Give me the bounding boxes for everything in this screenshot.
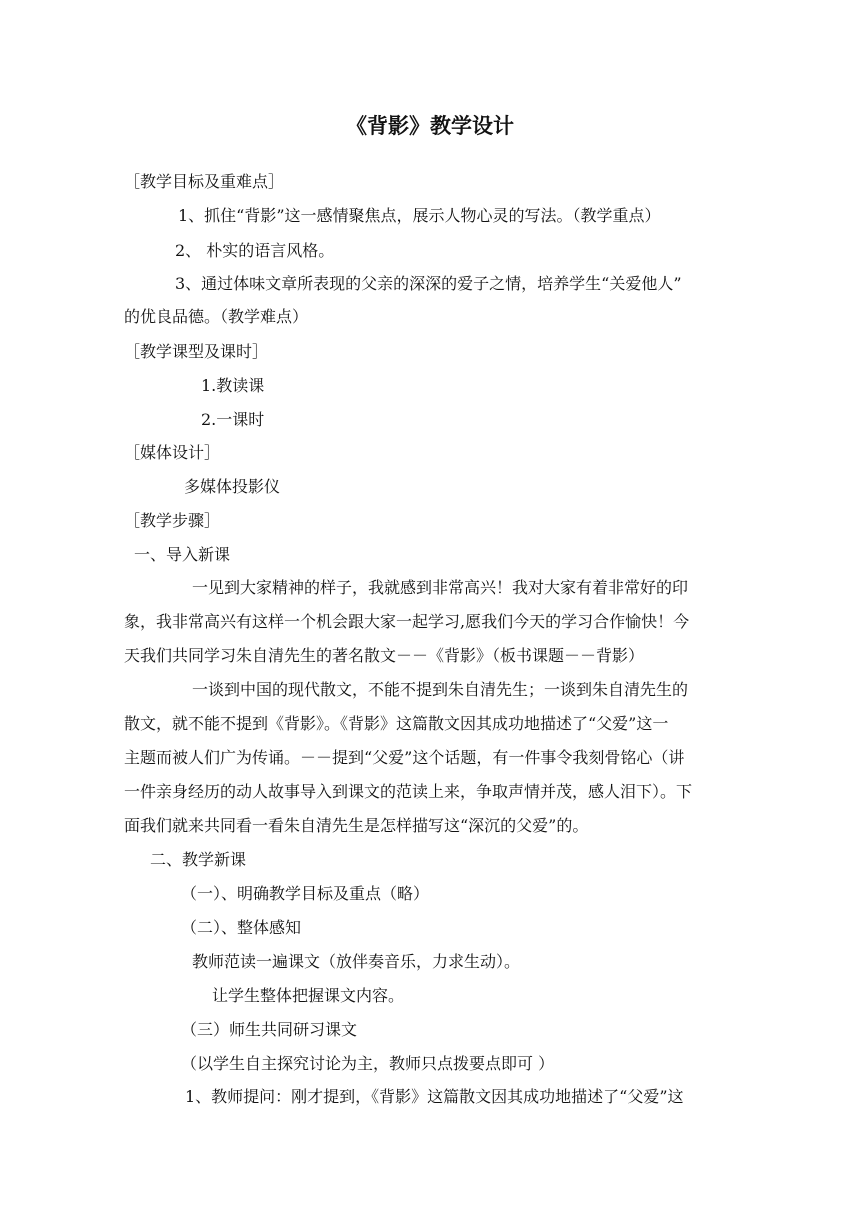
paragraph-line: 象，我非常高兴有这样一个机会跟大家一起学习,愿我们今天的学习合作愉快！今 [124, 612, 690, 631]
sub-step-detail: （以学生自主探究讨论为主，教师只点拨要点即可 ） [181, 1054, 555, 1073]
sub-step-detail: 让学生整体把握课文内容。 [212, 986, 405, 1005]
objective-item-continued: 的优良品德。（教学难点） [124, 307, 309, 326]
lesson-type-item: 2.一课时 [201, 410, 265, 429]
section-heading: ［教学步骤］ [124, 511, 221, 530]
sub-step: （二）、整体感知 [181, 918, 302, 937]
objective-item: 3、通过体味文章所表现的父亲的深深的爱子之情，培养学生“关爱他人” [175, 274, 682, 293]
step-heading: 一、导入新课 [134, 545, 231, 564]
sub-step-detail: 1、教师提问：刚才提到，《背影》这篇散文因其成功地描述了“父爱”这 [185, 1087, 684, 1106]
step-heading: 二、教学新课 [150, 850, 247, 869]
sub-step-detail: 教师范读一遍课文（放伴奏音乐，力求生动）。 [192, 952, 521, 971]
sub-step: （一）、明确教学目标及重点（略） [181, 884, 430, 903]
paragraph-line: 一见到大家精神的样子，我就感到非常高兴！我对大家有着非常好的印 [192, 578, 689, 597]
paragraph-line: 一件亲身经历的动人故事导入到课文的范读上来，争取声情并茂，感人泪下）。下 [124, 782, 693, 801]
document-title: 《背影》教学设计 [346, 114, 514, 138]
objective-item: 1、抓住“背影”这一感情聚焦点，展示人物心灵的写法。（教学重点） [178, 206, 661, 225]
paragraph-line: 面我们就来共同看一看朱自清先生是怎样描写这“深沉的父爱”的。 [124, 816, 589, 835]
sub-step: （三）师生共同研习课文 [181, 1020, 358, 1039]
paragraph-line: 一谈到中国的现代散文，不能不提到朱自清先生；一谈到朱自清先生的 [192, 680, 689, 699]
paragraph-line: 主题而被人们广为传诵。－－提到“父爱”这个话题，有一件事令我刻骨铭心（讲 [124, 748, 685, 767]
paragraph-line: 天我们共同学习朱自清先生的著名散文－－《背影》（板书课题－－背影） [124, 646, 645, 665]
objective-item: 2、 朴实的语言风格。 [175, 241, 335, 260]
section-heading: ［教学课型及课时］ [124, 342, 269, 361]
media-item: 多媒体投影仪 [184, 477, 281, 496]
section-heading: ［教学目标及重难点］ [124, 172, 285, 191]
lesson-type-item: 1.教读课 [201, 376, 265, 395]
section-heading: ［媒体设计］ [124, 443, 221, 462]
paragraph-line: 散文，就不能不提到《背影》。《背影》这篇散文因其成功地描述了“父爱”这一 [124, 714, 669, 733]
